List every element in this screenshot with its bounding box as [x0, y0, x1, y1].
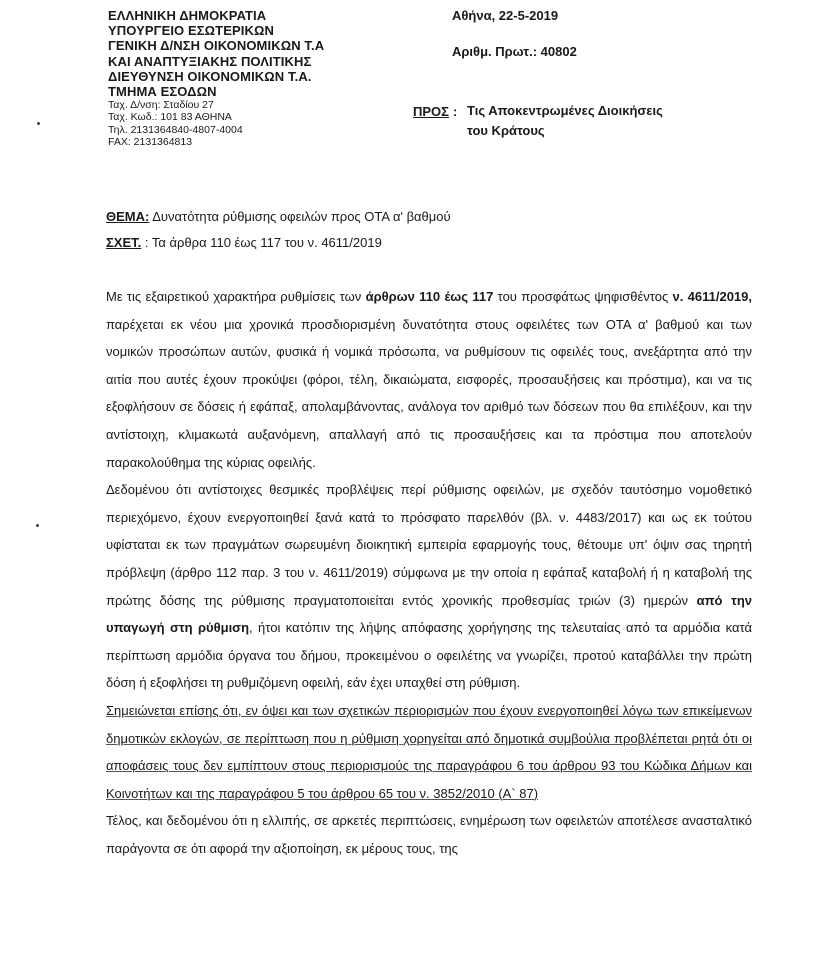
scan-speck [36, 524, 39, 527]
reference-label: ΣΧΕΤ. [106, 235, 142, 250]
agency-line: ΔΙΕΥΘΥΝΣΗ ΟΙΚΟΝΟΜΙΚΩΝ Τ.Α. [108, 68, 312, 84]
reference-colon: : [141, 235, 152, 250]
date-protocol-block [452, 8, 577, 59]
subject-label: ΘΕΜΑ: [106, 209, 150, 224]
recipient-colon: : [453, 104, 458, 119]
subject-line [106, 209, 451, 224]
document-date: Αθήνα, 22-5-2019 [452, 8, 559, 23]
reference-line [106, 235, 382, 250]
agency-line: ΤΜΗΜΑ ΕΣΟΔΩΝ [108, 84, 217, 100]
fax-line: FAX: 2131364813 [108, 135, 193, 148]
underlined-text: Σημειώνεται επίσης ότι, εν όψει και των σχετικών περιορισμών που έχουν ενεργοποιηθεί λόγω των επικείμενων δημοτικών εκλογών, σε περίπτωση που η ρύθμιση χορηγείται από δημοτικά συμβούλια προβλέπεται ρητά ότι οι αποφάσεις τους δεν εμπίπτουν στους περιορισμούς της παραγράφου 6 του άρθρου 93 του Κώδικα Δήμων και Κοινοτήτων και της παραγράφου 5 του άρθρου 65 του ν. 3852/2010 (Α` 87) [106, 702, 752, 801]
bold-text: άρθρων 110 έως 117 [365, 289, 494, 304]
agency-line: ΕΛΛΗΝΙΚΗ ΔΗΜΟΚΡΑΤΙΑ [108, 8, 267, 23]
address-line: Ταχ. Κωδ.: 101 83 ΑΘΗΝΑ [108, 111, 232, 124]
bold-text: ν. 4611/2019, [672, 289, 752, 304]
subject-text: Δυνατότητα ρύθμισης οφειλών προς ΟΤΑ α' βαθμού [152, 209, 451, 224]
address-line: Ταχ. Δ/νση: Σταδίου 27 [108, 99, 214, 112]
paragraph-highlighted [106, 697, 752, 807]
recipient-label: ΠΡΟΣ [413, 104, 449, 119]
body-text-run: Με τις εξαιρετικού χαρακτήρα ρυθμίσεις των [106, 289, 366, 304]
agency-line: ΚΑΙ ΑΝΑΠΤΥΞΙΑΚΗΣ ΠΟΛΙΤΙΚΗΣ [108, 53, 312, 69]
recipient-text [467, 101, 663, 141]
body-text-run: του προσφάτως ψηφισθέντος [493, 289, 673, 304]
recipient-line: του Κράτους [467, 123, 545, 138]
body-text-run: Τέλος, και δεδομένου ότι η ελλιπής, σε αρκετές περιπτώσεις, ενημέρωση των οφειλετών αποτέλεσε ανασταλτικό παράγοντα σε ότι αφορά την αξιοποίηση, εκ μέρους τους, της [106, 813, 752, 856]
recipient-block [413, 104, 663, 141]
reference-text: Τα άρθρα 110 έως 117 του ν. 4611/2019 [151, 235, 382, 250]
paragraph [106, 283, 752, 476]
agency-line: ΥΠΟΥΡΓΕΙΟ ΕΣΩΤΕΡΙΚΩΝ [108, 23, 274, 39]
body-text-run: παρέχεται εκ νέου μια χρονικά προσδιορισμένη δυνατότητα στους οφειλέτες των ΟΤΑ α' βαθμού και των νομικών προσώπων αυτών, φυσικά ή νομικά πρόσωπα, να ρυθμίσουν τις οφειλές τους, ανεξάρτητα από την αιτία που αυτές έχουν προκύψει (φόροι, τέλη, δικαιώματα, εισφορές, προσαυξήσεις και πρόστιμα), και να τις εξοφλήσουν σε δόσεις ή εφάπαξ, απολαμβάνοντας, ανάλογα τον αριθμό των δόσεων που θα επιλέξουν, και την αντίστοιχη, κλιμακωτά αυξανόμενη, απαλλαγή από τις προσαυξήσεις και τα πρόστιμα που αποτελούν παρακολούθημα της κύριας οφειλής. [106, 316, 752, 470]
scan-speck [37, 122, 40, 125]
agency-line: ΓΕΝΙΚΗ Δ/ΝΣΗ ΟΙΚΟΝΟΜΙΚΩΝ Τ.Α [108, 38, 325, 54]
paragraph [106, 476, 752, 697]
bold-text: από την υπαγωγή στη ρύθμιση [106, 592, 752, 636]
body-text-run: Δεδομένου ότι αντίστοιχες θεσμικές προβλέψεις περί ρύθμισης οφειλών, με σχεδόν ταυτόσημο νομοθετικό περιεχόμενο, έχουν ενεργοποιηθεί ξανά κατά το πρόσφατο παρελθόν (βλ. ν. 4483/2017) και ως εκ τούτου υφίσταται εκ των πραγμάτων σωρευμένη διοικητική εμπειρία εφαρμογής τους, θέτουμε υπ' όψιν σας τηρητή πρόβλεψη (άρθρο 112 παρ. 3 του ν. 4611/2019) σύμφωνα με την οποία η εφάπαξ καταβολή ή η καταβολή της πρώτης δόσης της ρύθμισης πραγματοποιείται εντός χρονικής προθεσμίας τριών (3) ημερών [106, 482, 752, 608]
recipient-line: Τις Αποκεντρωμένες Διοικήσεις [467, 103, 663, 118]
body-text-run: , ήτοι κατόπιν της λήψης απόφασης χορήγησης της τελευταίας από τα αρμόδια κατά περίπτωση αρμόδια όργανα του δήμου, προκειμένου ο οφειλέτης να γνωρίζει, προτού καταβάλλει την πρώτη δόση ή εξοφλήσει τη ρυθμιζόμενη οφειλή, εάν έχει υπαχθεί στη ρύθμιση. [106, 620, 752, 691]
issuing-agency-block [108, 8, 324, 148]
protocol-number: Αριθμ. Πρωτ.: 40802 [452, 44, 577, 59]
document-body [106, 283, 752, 862]
phone-line: Τηλ. 2131364840-4807-4004 [108, 123, 243, 136]
paragraph [106, 807, 752, 862]
